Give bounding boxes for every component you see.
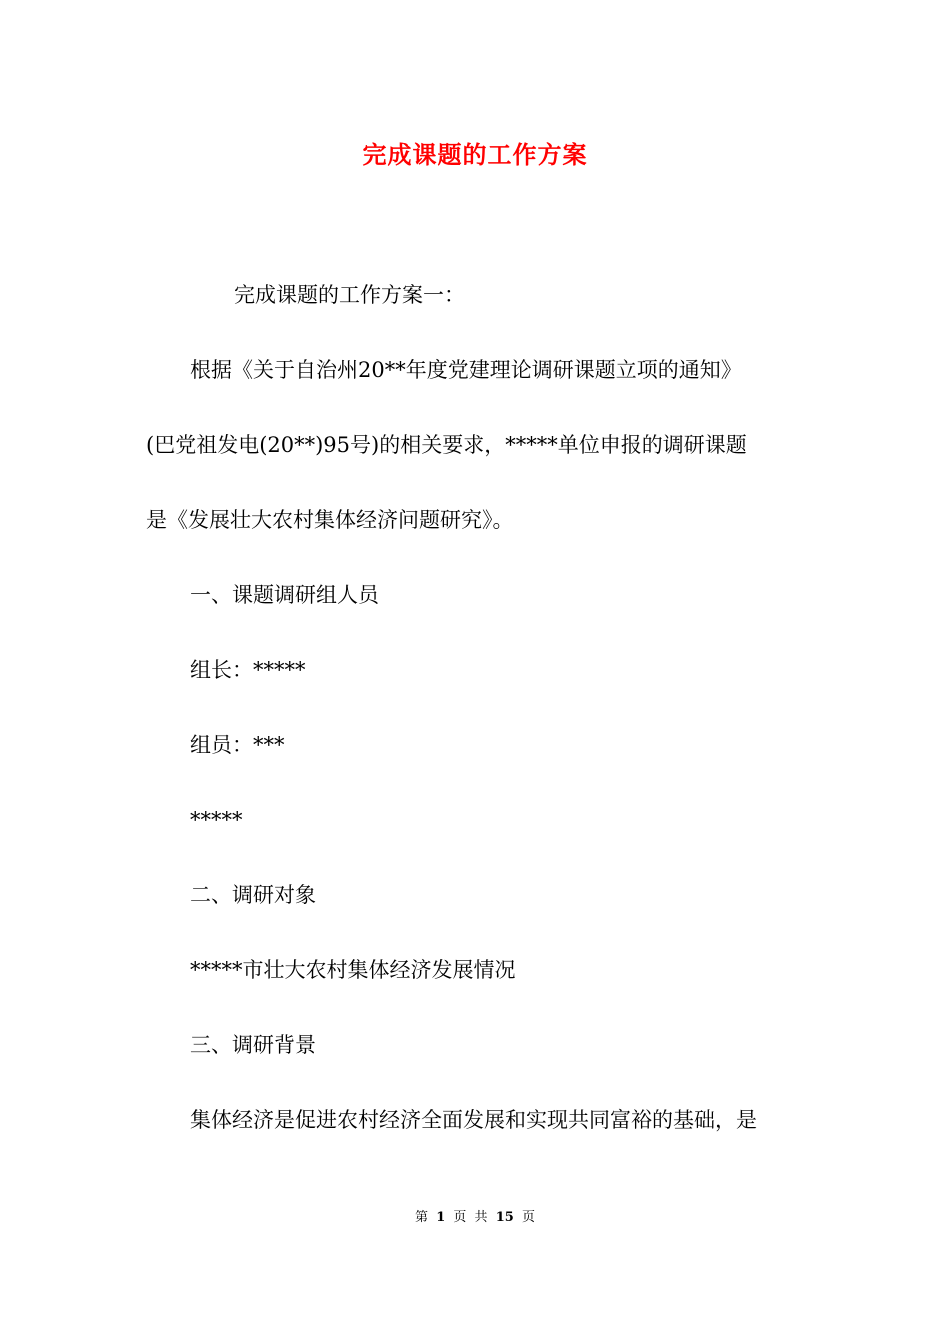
paragraph-line: 是《发展壮大农村集体经济问题研究》。 <box>146 508 514 532</box>
paragraph-line: 组员：*** <box>190 733 285 757</box>
footer-total-pages: 15 <box>495 1210 514 1225</box>
footer-page-word: 页 <box>453 1210 467 1225</box>
document-title: 完成课题的工作方案 <box>362 140 588 169</box>
section-heading: 二、调研对象 <box>190 883 316 907</box>
footer-total-word: 共 <box>474 1210 488 1225</box>
section-heading: 一、课题调研组人员 <box>190 583 379 607</box>
footer-page-number: 1 <box>436 1210 446 1225</box>
paragraph-line: 组长：***** <box>190 658 306 682</box>
section-heading: 三、调研背景 <box>190 1033 316 1057</box>
paragraph-line: ***** <box>190 808 243 832</box>
page-footer <box>0 1208 950 1228</box>
footer-suffix: 页 <box>521 1210 535 1225</box>
section-intro-heading: 完成课题的工作方案一： <box>234 283 465 307</box>
paragraph-line: 集体经济是促进农村经济全面发展和实现共同富裕的基础，是 <box>190 1108 757 1132</box>
paragraph-line: 根据《关于自治州20**年度党建理论调研课题立项的通知》 <box>190 358 742 382</box>
footer-prefix: 第 <box>415 1210 429 1225</box>
paragraph-line: (巴党祖发电(20**)95号)的相关要求，*****单位申报的调研课题 <box>146 433 747 457</box>
paragraph-line: *****市壮大农村集体经济发展情况 <box>190 958 516 982</box>
